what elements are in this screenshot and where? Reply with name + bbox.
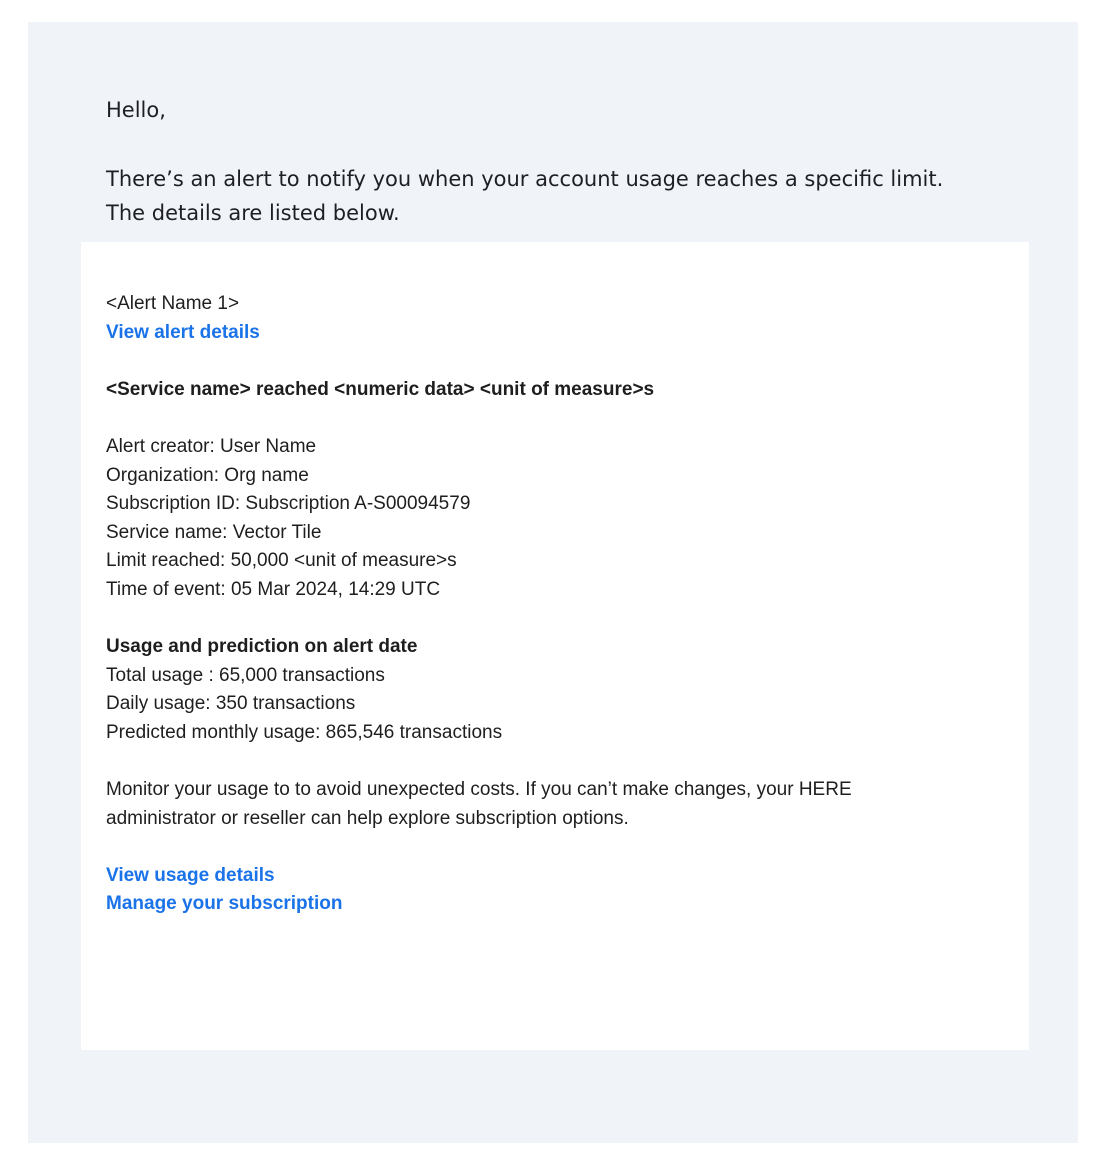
time-of-event: Time of event: 05 Mar 2024, 14:29 UTC xyxy=(106,578,441,600)
alert-details-list xyxy=(106,433,986,605)
spacer xyxy=(106,404,986,433)
alert-creator: Alert creator: User Name xyxy=(106,435,317,457)
intro-section xyxy=(106,96,1046,230)
spacer xyxy=(106,748,986,777)
spacer xyxy=(106,605,986,634)
intro-message xyxy=(106,162,1046,230)
greeting: Hello, xyxy=(106,98,166,122)
limit-reached: Limit reached: 50,000 <unit of measure>s xyxy=(106,550,457,572)
daily-usage: Daily usage: 350 transactions xyxy=(106,693,356,715)
alert-card xyxy=(81,242,1029,1050)
intro-message-line-2: The details are listed below. xyxy=(106,201,400,225)
usage-section xyxy=(106,633,986,747)
advice-line-1: Monitor your usage to to avoid unexpected costs. If you can’t make changes, your HERE xyxy=(106,779,852,801)
manage-subscription-link[interactable]: Manage your subscription xyxy=(106,893,343,915)
advice-line-2: administrator or reseller can help explore subscription options. xyxy=(106,807,629,829)
view-usage-details-link[interactable]: View usage details xyxy=(106,864,275,886)
spacer xyxy=(106,347,986,376)
intro-message-line-1: There’s an alert to notify you when your account usage reaches a specific limit. xyxy=(106,167,944,191)
alert-card-content xyxy=(106,290,986,919)
organization: Organization: Org name xyxy=(106,464,309,486)
subscription-id: Subscription ID: Subscription A-S00094579 xyxy=(106,493,471,515)
advice-text xyxy=(106,776,986,833)
service-name: Service name: Vector Tile xyxy=(106,521,322,543)
usage-heading: Usage and prediction on alert date xyxy=(106,636,418,658)
total-usage: Total usage : 65,000 transactions xyxy=(106,664,385,686)
view-alert-details-link[interactable]: View alert details xyxy=(106,321,260,343)
alert-headline: <Service name> reached <numeric data> <unit of measure>s xyxy=(106,378,655,400)
predicted-monthly-usage: Predicted monthly usage: 865,546 transactions xyxy=(106,721,503,743)
alert-name: <Alert Name 1> xyxy=(106,293,240,314)
spacer xyxy=(106,833,986,862)
email-frame xyxy=(28,22,1078,1143)
